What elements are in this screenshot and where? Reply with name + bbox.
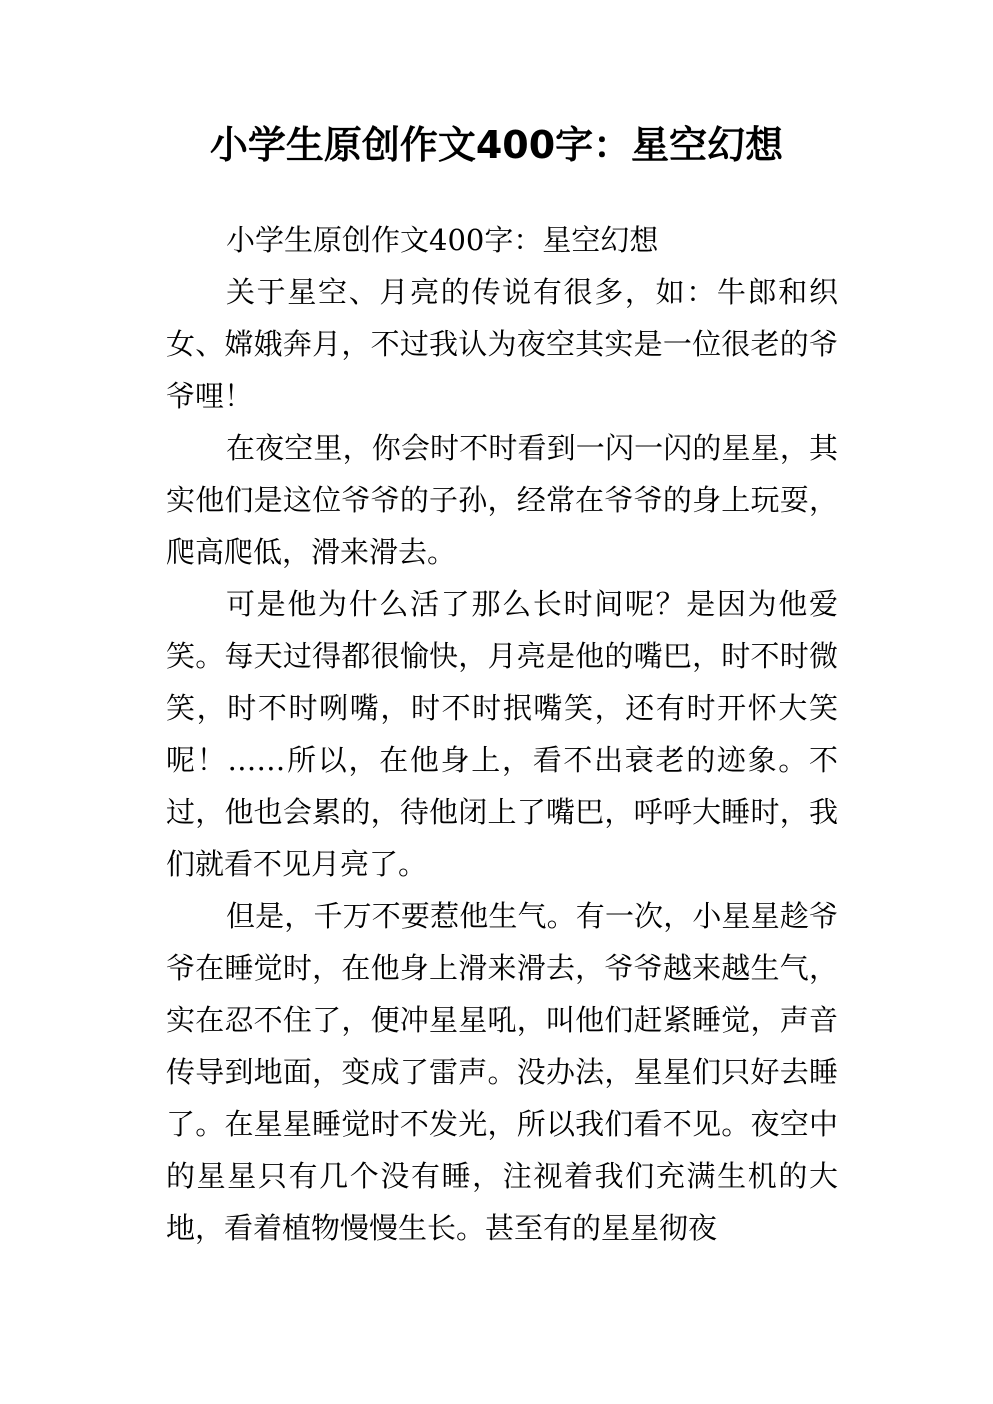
paragraph-subtitle: 小学生原创作文400字：星空幻想 (226, 223, 659, 257)
document-body (166, 214, 838, 1254)
paragraph: 可是他为什么活了那么长时间呢？是因为他爱笑。每天过得都很愉快，月亮是他的嘴巴，时不时微笑，时不时咧嘴，时不时抿嘴笑，还有时开怀大笑呢！……所以，在他身上，看不出衰老的迹象。不过，他也会累的，待他闭上了嘴巴，呼呼大睡时，我们就看不见月亮了。 (166, 587, 838, 881)
paragraph: 在夜空里，你会时不时看到一闪一闪的星星，其实他们是这位爷爷的子孙，经常在爷爷的身上玩耍，爬高爬低，滑来滑去。 (166, 431, 838, 569)
paragraph: 关于星空、月亮的传说有很多，如：牛郎和织女、嫦娥奔月，不过我认为夜空其实是一位很老的爷爷哩！ (166, 275, 838, 413)
paragraph: 但是，千万不要惹他生气。有一次，小星星趁爷爷在睡觉时，在他身上滑来滑去，爷爷越来越生气，实在忍不住了，便冲星星吼，叫他们赶紧睡觉，声音传导到地面，变成了雷声。没办法，星星们只好去睡了。在星星睡觉时不发光，所以我们看不见。夜空中的星星只有几个没有睡，注视着我们充满生机的大地，看着植物慢慢生长。甚至有的星星彻夜 (166, 899, 838, 1245)
document-title: 小学生原创作文400字：星空幻想 (209, 123, 784, 167)
